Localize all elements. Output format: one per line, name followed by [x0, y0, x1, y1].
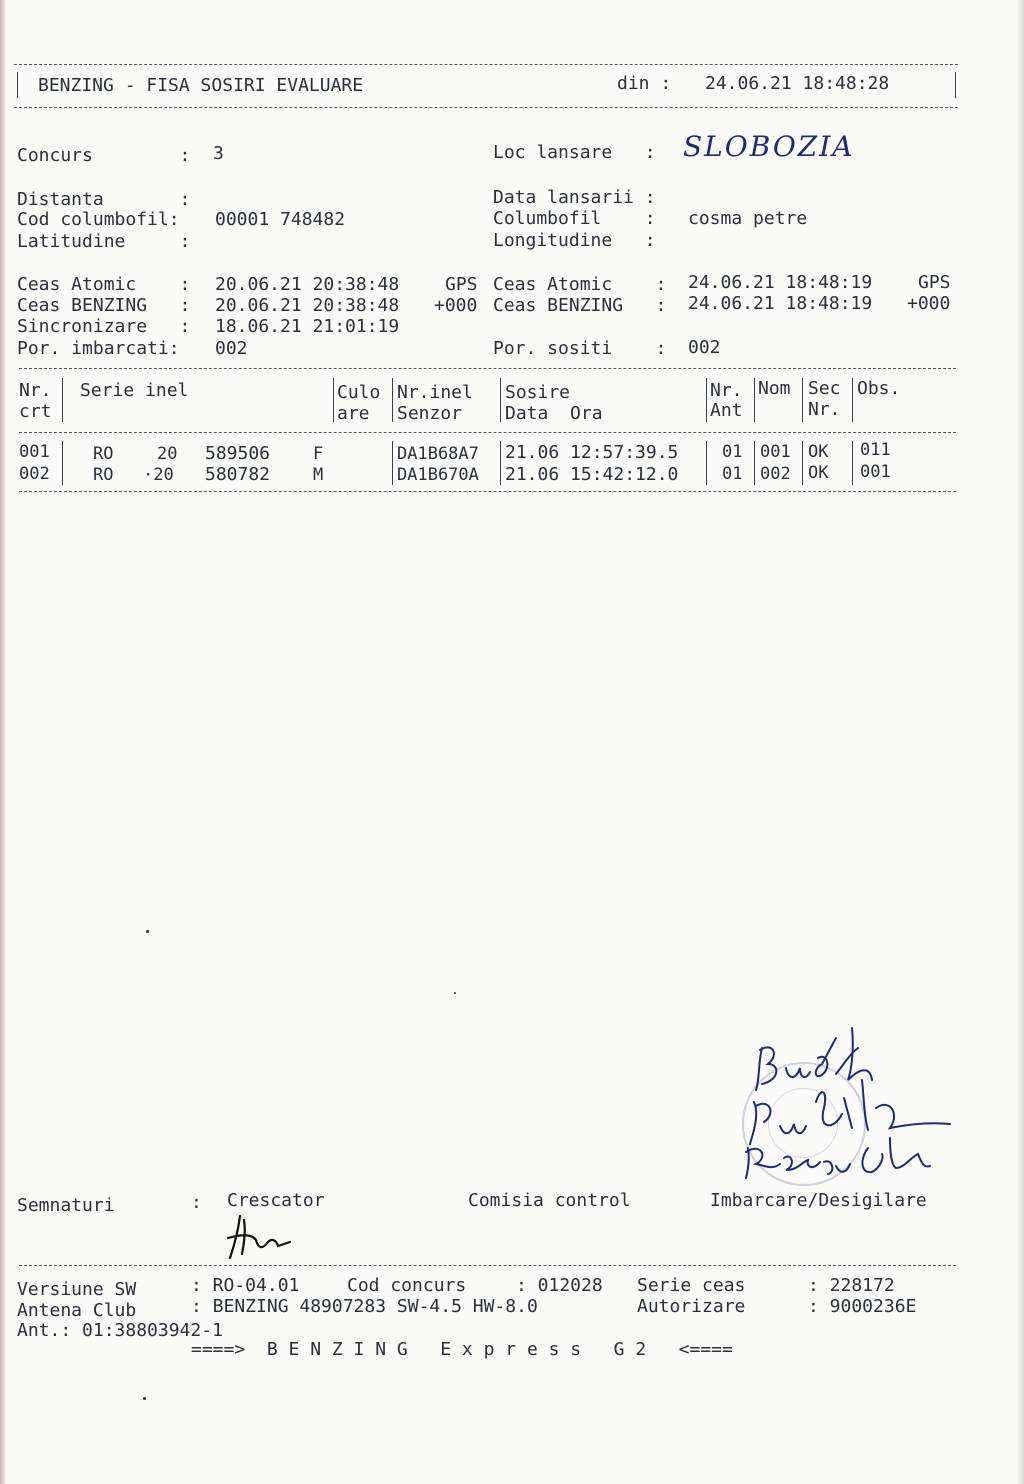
th-serie-inel: Serie inel: [80, 380, 189, 401]
row1-tara: RO: [93, 444, 114, 464]
th-are: are: [337, 403, 370, 424]
header-din-label: din :: [617, 73, 672, 94]
ceas-benzing-value-left: 20.06.21 20:38:48: [215, 295, 400, 316]
antena-club-value: : BENZING 48907283 SW-4.5 HW-8.0: [191, 1296, 538, 1317]
row1-sex: F: [313, 444, 324, 464]
columbofil-label: Columbofil :: [493, 208, 656, 229]
versiune-sw-value: : RO-04.01: [191, 1275, 300, 1296]
th-nr-ant: Nr.: [710, 380, 743, 401]
th-sec: Sec: [808, 378, 841, 399]
row2-obs: 001: [860, 462, 891, 482]
row-sep-1: [62, 441, 63, 485]
ceas-atomic-label-left: Ceas Atomic :: [17, 274, 191, 295]
cod-concurs-value: : 012028: [516, 1275, 603, 1296]
row2-ant: 01: [722, 464, 743, 484]
row1-nr: 001: [19, 442, 50, 462]
th-culo: Culo: [337, 382, 381, 403]
commission-signatures: [740, 1018, 970, 1188]
row1-sec: OK: [808, 442, 829, 462]
semnaturi-colon: :: [191, 1192, 202, 1213]
th-obs: Obs.: [857, 378, 901, 399]
row2-tara: RO: [93, 465, 114, 485]
th-sosire: Sosire: [505, 382, 571, 403]
row2-sosire: 21.06 15:42:12.0: [505, 464, 679, 485]
antena-id: Ant.: 01:38803942-1: [17, 1320, 223, 1341]
paper-edge-left: [0, 0, 6, 1484]
ceas-atomic-label-right: Ceas Atomic :: [493, 274, 667, 295]
header-right-border: [955, 72, 956, 98]
th-senzor: Senzor: [397, 403, 463, 424]
ceas-benzing-suffix-left: +000: [434, 295, 478, 316]
row2-senzor: DA1B670A: [397, 465, 479, 485]
col-sep-5: [706, 378, 707, 422]
th-crt: crt: [19, 401, 52, 422]
cod-columbofil-label: Cod columbofil:: [17, 209, 180, 230]
serie-ceas-label: Serie ceas: [637, 1275, 746, 1296]
col-sep-2: [333, 378, 334, 422]
ceas-benzing-value-right: 24.06.21 18:48:19: [688, 293, 873, 314]
row2-an: ·20: [143, 465, 174, 485]
footer-rule: [19, 1265, 956, 1266]
cod-columbofil-value: 00001 748482: [215, 209, 346, 230]
header-left-border: [17, 72, 18, 98]
ceas-atomic-suffix-right: GPS: [918, 272, 951, 293]
table-bottom-rule: [19, 491, 956, 492]
row1-senzor: DA1B68A7: [397, 444, 479, 464]
por-imbarcati-label: Por. imbarcati:: [17, 338, 180, 359]
concurs-value: 3: [213, 143, 224, 164]
th-nr-inel: Nr.inel: [397, 382, 473, 403]
sincronizare-value: 18.06.21 21:01:19: [215, 316, 400, 337]
stray-dot: [146, 930, 149, 933]
row1-an: 20: [157, 444, 178, 464]
th-sec-nr: Nr.: [808, 399, 841, 420]
cod-concurs-label: Cod concurs: [347, 1275, 467, 1296]
row2-sec: OK: [808, 463, 829, 483]
header-datetime: 24.06.21 18:48:28: [705, 73, 890, 94]
col-sep-8: [852, 378, 853, 422]
latitudine-label: Latitudine :: [17, 231, 191, 252]
comisia-control-label: Comisia control: [468, 1190, 631, 1211]
concurs-label: Concurs :: [17, 145, 191, 166]
th-data-ora: Data Ora: [505, 403, 603, 424]
col-sep-1: [62, 378, 63, 422]
paper-edge-right: [1016, 0, 1024, 1484]
autorizare-value: : 9000236E: [808, 1296, 917, 1317]
stray-dot: [454, 992, 456, 994]
ceas-benzing-label-left: Ceas BENZING :: [17, 295, 191, 316]
stray-dot: [143, 1397, 146, 1400]
autorizare-label: Autorizare: [637, 1296, 746, 1317]
loc-lansare-label: Loc lansare :: [493, 142, 656, 163]
ceas-atomic-suffix-left: GPS: [445, 274, 478, 295]
crescator-label: Crescator: [227, 1190, 325, 1211]
serie-ceas-value: : 228172: [808, 1275, 895, 1296]
data-lansarii-label: Data lansarii :: [493, 187, 656, 208]
antena-club-label: Antena Club: [17, 1300, 137, 1321]
ceas-atomic-value-left: 20.06.21 20:38:48: [215, 274, 400, 295]
col-sep-7: [802, 378, 803, 422]
th-ant: Ant: [710, 400, 743, 421]
row2-nr: 002: [19, 464, 50, 484]
benzing-brand-line: ====> B E N Z I N G E x p r e s s G 2 <====: [191, 1339, 733, 1360]
table-top-rule: [19, 368, 956, 369]
row-sep-3: [392, 441, 393, 485]
col-sep-6: [754, 378, 755, 422]
row-sep-8: [852, 441, 853, 485]
sincronizare-label: Sincronizare :: [17, 316, 191, 337]
por-sositi-label: Por. sositi :: [493, 338, 667, 359]
row2-sex: M: [313, 465, 324, 485]
col-sep-4: [500, 378, 501, 422]
row2-inel: 580782: [205, 464, 271, 485]
row-sep-6: [754, 441, 755, 485]
row-sep-5: [706, 441, 707, 485]
distanta-label: Distanta :: [17, 189, 191, 210]
imbarcare-desigilare-label: Imbarcare/Desigilare: [710, 1190, 927, 1211]
ceas-benzing-suffix-right: +000: [907, 293, 951, 314]
versiune-sw-label: Versiune SW: [17, 1279, 137, 1300]
por-sositi-value: 002: [688, 337, 721, 358]
row1-sosire: 21.06 12:57:39.5: [505, 442, 679, 463]
row-sep-4: [500, 441, 501, 485]
row1-ant: 01: [722, 442, 743, 462]
row1-inel: 589506: [205, 443, 271, 464]
crescator-signature: [222, 1212, 302, 1262]
th-nr: Nr.: [19, 380, 52, 401]
table-header-rule: [19, 432, 956, 433]
por-imbarcati-value: 002: [215, 338, 248, 359]
row1-obs: 011: [860, 440, 891, 460]
semnaturi-label: Semnaturi: [17, 1195, 115, 1216]
columbofil-value: cosma petre: [688, 208, 808, 229]
row1-nom: 001: [760, 442, 791, 462]
row2-nom: 002: [760, 464, 791, 484]
header-bottom-rule: [14, 107, 958, 108]
th-nom: Nom: [758, 378, 791, 399]
document-title: BENZING - FISA SOSIRI EVALUARE: [38, 75, 364, 96]
col-sep-3: [392, 378, 393, 422]
loc-lansare-handwritten: SLOBOZIA: [683, 130, 855, 163]
ceas-atomic-value-right: 24.06.21 18:48:19: [688, 272, 873, 293]
ceas-benzing-label-right: Ceas BENZING :: [493, 295, 667, 316]
longitudine-label: Longitudine :: [493, 230, 656, 251]
header-top-rule: [14, 64, 958, 65]
row-sep-7: [802, 441, 803, 485]
